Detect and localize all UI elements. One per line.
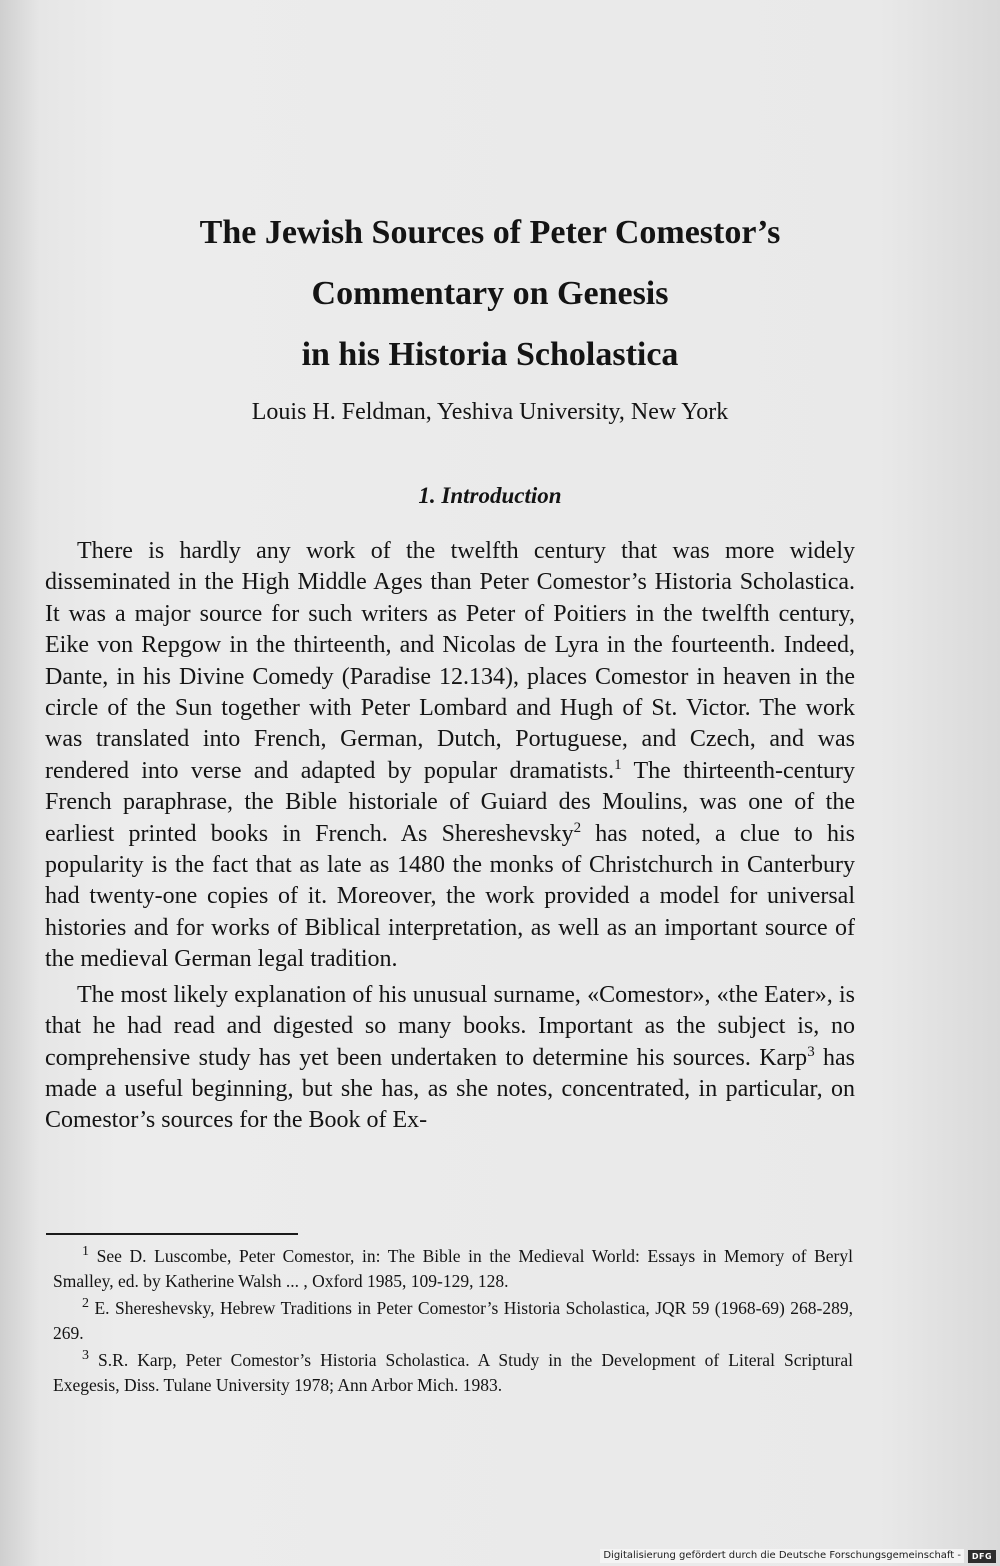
footnote-marker: 3 [82, 1348, 89, 1363]
article-body [45, 536, 855, 1137]
footnote-3 [53, 1348, 853, 1398]
body-paragraph-2 [45, 980, 855, 1137]
section-heading: 1. Introduction [418, 483, 562, 508]
paragraph-text: has made a useful beginning, but she has, as she notes, concentrated, in particular, on Comestor’s sources for the Book of Ex- [45, 1044, 855, 1134]
footnote-marker: 1 [82, 1244, 89, 1259]
digitization-credit: Digitalisierung gefördert durch die Deutsche Forschungsgemeinschaft - [600, 1549, 964, 1563]
footnote-text: E. Shereshevsky, Hebrew Traditions in Peter Comestor’s Historia Scholastica, JQR 59 (1968-69) 268-289, 269. [53, 1298, 853, 1343]
paragraph-text: has noted, a clue to his popularity is the fact that as late as 1480 the monks of Christchurch in Canterbury had twenty-one copies of it. Moreover, the work provided a model for universal histories and for works of Biblical interpretation, as well as an important source of the medieval German legal tradition. [45, 820, 855, 973]
paragraph-text: The most likely explanation of his unusual surname, «Comestor», «the Eater», is that he had read and digested so many books. Important as the subject is, no comprehensive study has yet been undertaken to determine his sources. Karp [45, 981, 855, 1071]
paragraph-text: The thirteenth-century French paraphrase, the Bible historiale of Guiard des Moulins, was one of the earliest printed books in French. As Shereshevsky [45, 757, 855, 847]
dfg-logo: DFG [968, 1550, 996, 1563]
body-paragraph-1 [45, 536, 855, 976]
footnote-1 [53, 1244, 853, 1294]
footnote-reference-1: 1 [614, 756, 622, 773]
footnote-divider [46, 1233, 298, 1235]
footnote-text: See D. Luscombe, Peter Comestor, in: The Bible in the Medieval World: Essays in Memory of Beryl Smalley, ed. by Katherine Walsh ... , Oxford 1985, 109-129, 128. [53, 1246, 853, 1291]
footnote-text: S.R. Karp, Peter Comestor’s Historia Scholastica. A Study in the Development of Literal Scriptural Exegesis, Diss. Tulane University 1978; Ann Arbor Mich. 1983. [53, 1350, 853, 1395]
footnote-reference-3: 3 [807, 1043, 815, 1060]
footnote-marker: 2 [82, 1296, 89, 1311]
article-title-line-3: in his Historia Scholastica [301, 336, 679, 373]
footnote-reference-2: 2 [573, 819, 582, 836]
article-title-line-1: The Jewish Sources of Peter Comestor’s [199, 214, 781, 251]
footnote-2 [53, 1296, 853, 1346]
footnotes [53, 1244, 853, 1398]
paragraph-text: There is hardly any work of the twelfth century that was more widely disseminated in the High Middle Ages than Peter Comestor’s Historia Scholastica. It was a major source for such writers as Peter of Poitiers in the twelfth century, Eike von Repgow in the thirteenth, and Nicolas de Lyra in the fourteenth. Indeed, Dante, in his Divine Comedy (Paradise 12.134), places Comestor in heaven in the circle of the Sun together with Peter Lombard and Hugh of St. Victor. The work was translated into French, German, Dutch, Portuguese, and Czech, and was rendered into verse and adapted by popular dramatists. [45, 538, 855, 784]
article-title-line-2: Commentary on Genesis [311, 275, 669, 312]
author-affiliation: Louis H. Feldman, Yeshiva University, New York [251, 399, 729, 425]
